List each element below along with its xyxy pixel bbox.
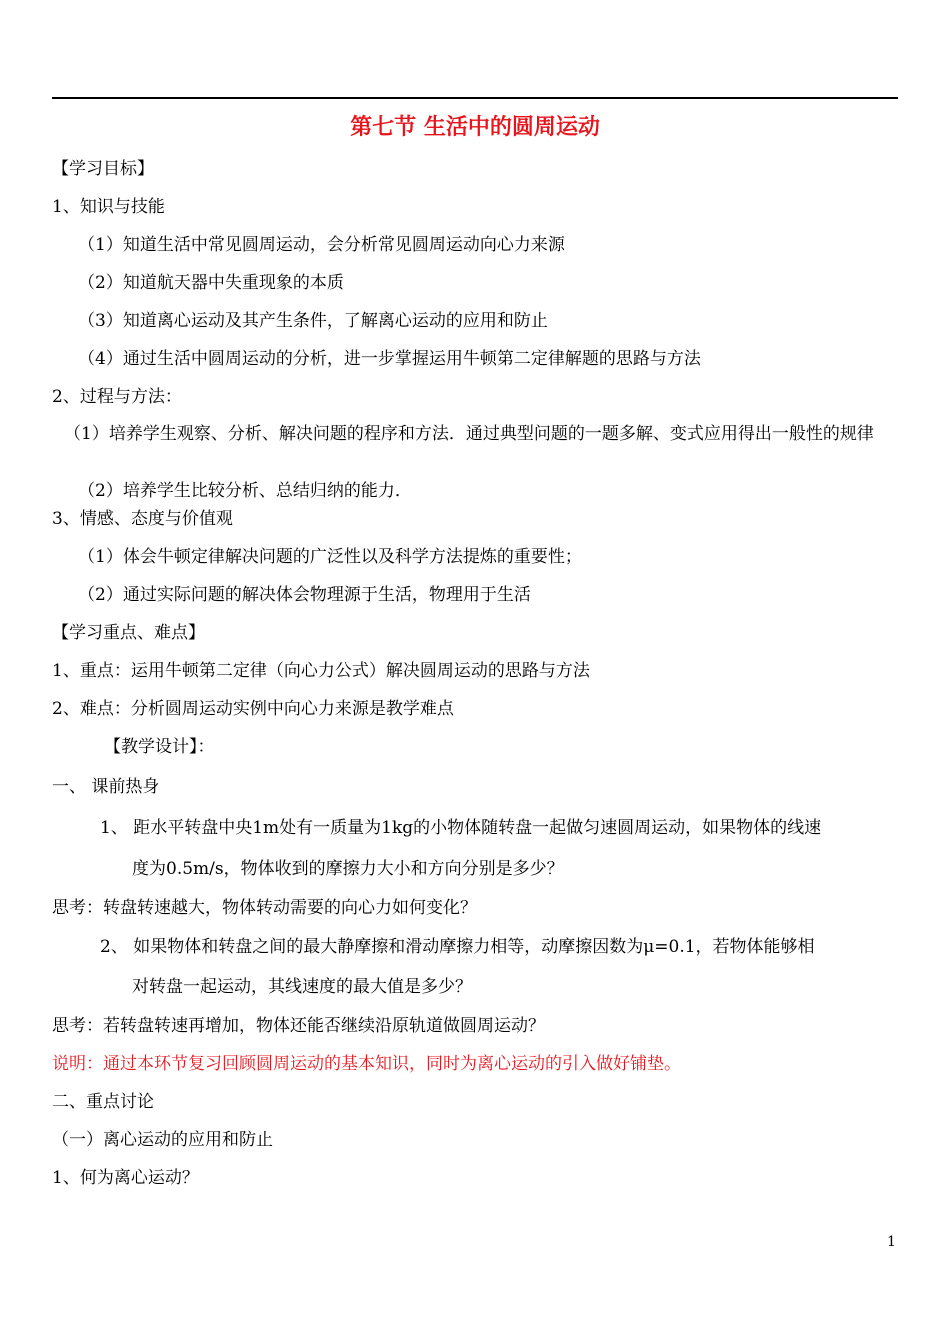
list-item: （2）通过实际问题的解决体会物理源于生活，物理用于生活 <box>78 585 531 605</box>
key-point: 1、重点：运用牛顿第二定律（向心力公式）解决圆周运动的思路与方法 <box>52 661 590 681</box>
subsection-heading: 3、情感、态度与价值观 <box>52 509 233 529</box>
think-prompt: 思考：转盘转速越大，物体转动需要的向心力如何变化？ <box>52 898 477 918</box>
subsection-heading: 2、过程与方法： <box>52 387 182 407</box>
think-prompt: 思考：若转盘转速再增加，物体还能否继续沿原轨道做圆周运动？ <box>52 1016 545 1036</box>
section-heading: 【学习目标】 <box>52 159 154 179</box>
list-item: （4）通过生活中圆周运动的分析，进一步掌握运用牛顿第二定律解题的思路与方法 <box>78 349 701 369</box>
key-point: 2、难点：分析圆周运动实例中向心力来源是教学难点 <box>52 699 454 719</box>
problem-text: 度为0.5m/s，物体收到的摩擦力大小和方向分别是多少？ <box>132 859 564 879</box>
page-title: 第七节 生活中的圆周运动 <box>350 114 600 140</box>
subsection-heading: 一、 课前热身 <box>52 777 160 797</box>
section-heading: 【学习重点、难点】 <box>52 623 205 643</box>
list-item: （1）体会牛顿定律解决问题的广泛性以及科学方法提炼的重要性； <box>78 547 582 567</box>
note-text: 说明：通过本环节复习回顾圆周运动的基本知识，同时为离心运动的引入做好铺垫。 <box>52 1054 681 1074</box>
list-item: （2）知道航天器中失重现象的本质 <box>78 273 344 293</box>
list-item: （1）知道生活中常见圆周运动，会分析常见圆周运动向心力来源 <box>78 235 565 255</box>
section-heading: 【教学设计】： <box>104 737 215 757</box>
subsection-heading: 1、知识与技能 <box>52 197 165 217</box>
header-rule <box>52 97 898 99</box>
list-item: （1）培养学生观察、分析、解决问题的程序和方法．通过典型问题的一题多解、变式应用得出一般性的规律 <box>64 424 874 444</box>
subsection-heading: 二、重点讨论 <box>52 1092 154 1112</box>
page-number: 1 <box>887 1234 896 1250</box>
problem-text: 对转盘一起运动，其线速度的最大值是多少？ <box>132 977 472 997</box>
subsection-heading: （一）离心运动的应用和防止 <box>52 1130 273 1150</box>
problem-text: 2、 如果物体和转盘之间的最大静摩擦和滑动摩擦力相等，动摩擦因数为μ=0.1，若物体能够相 <box>100 937 815 957</box>
list-item: 1、何为离心运动？ <box>52 1168 199 1188</box>
list-item: （3）知道离心运动及其产生条件，了解离心运动的应用和防止 <box>78 311 548 331</box>
problem-text: 1、 距水平转盘中央1m处有一质量为1kg的小物体随转盘一起做匀速圆周运动，如果物体的线速 <box>100 818 822 838</box>
list-item: （2）培养学生比较分析、总结归纳的能力． <box>78 481 412 501</box>
